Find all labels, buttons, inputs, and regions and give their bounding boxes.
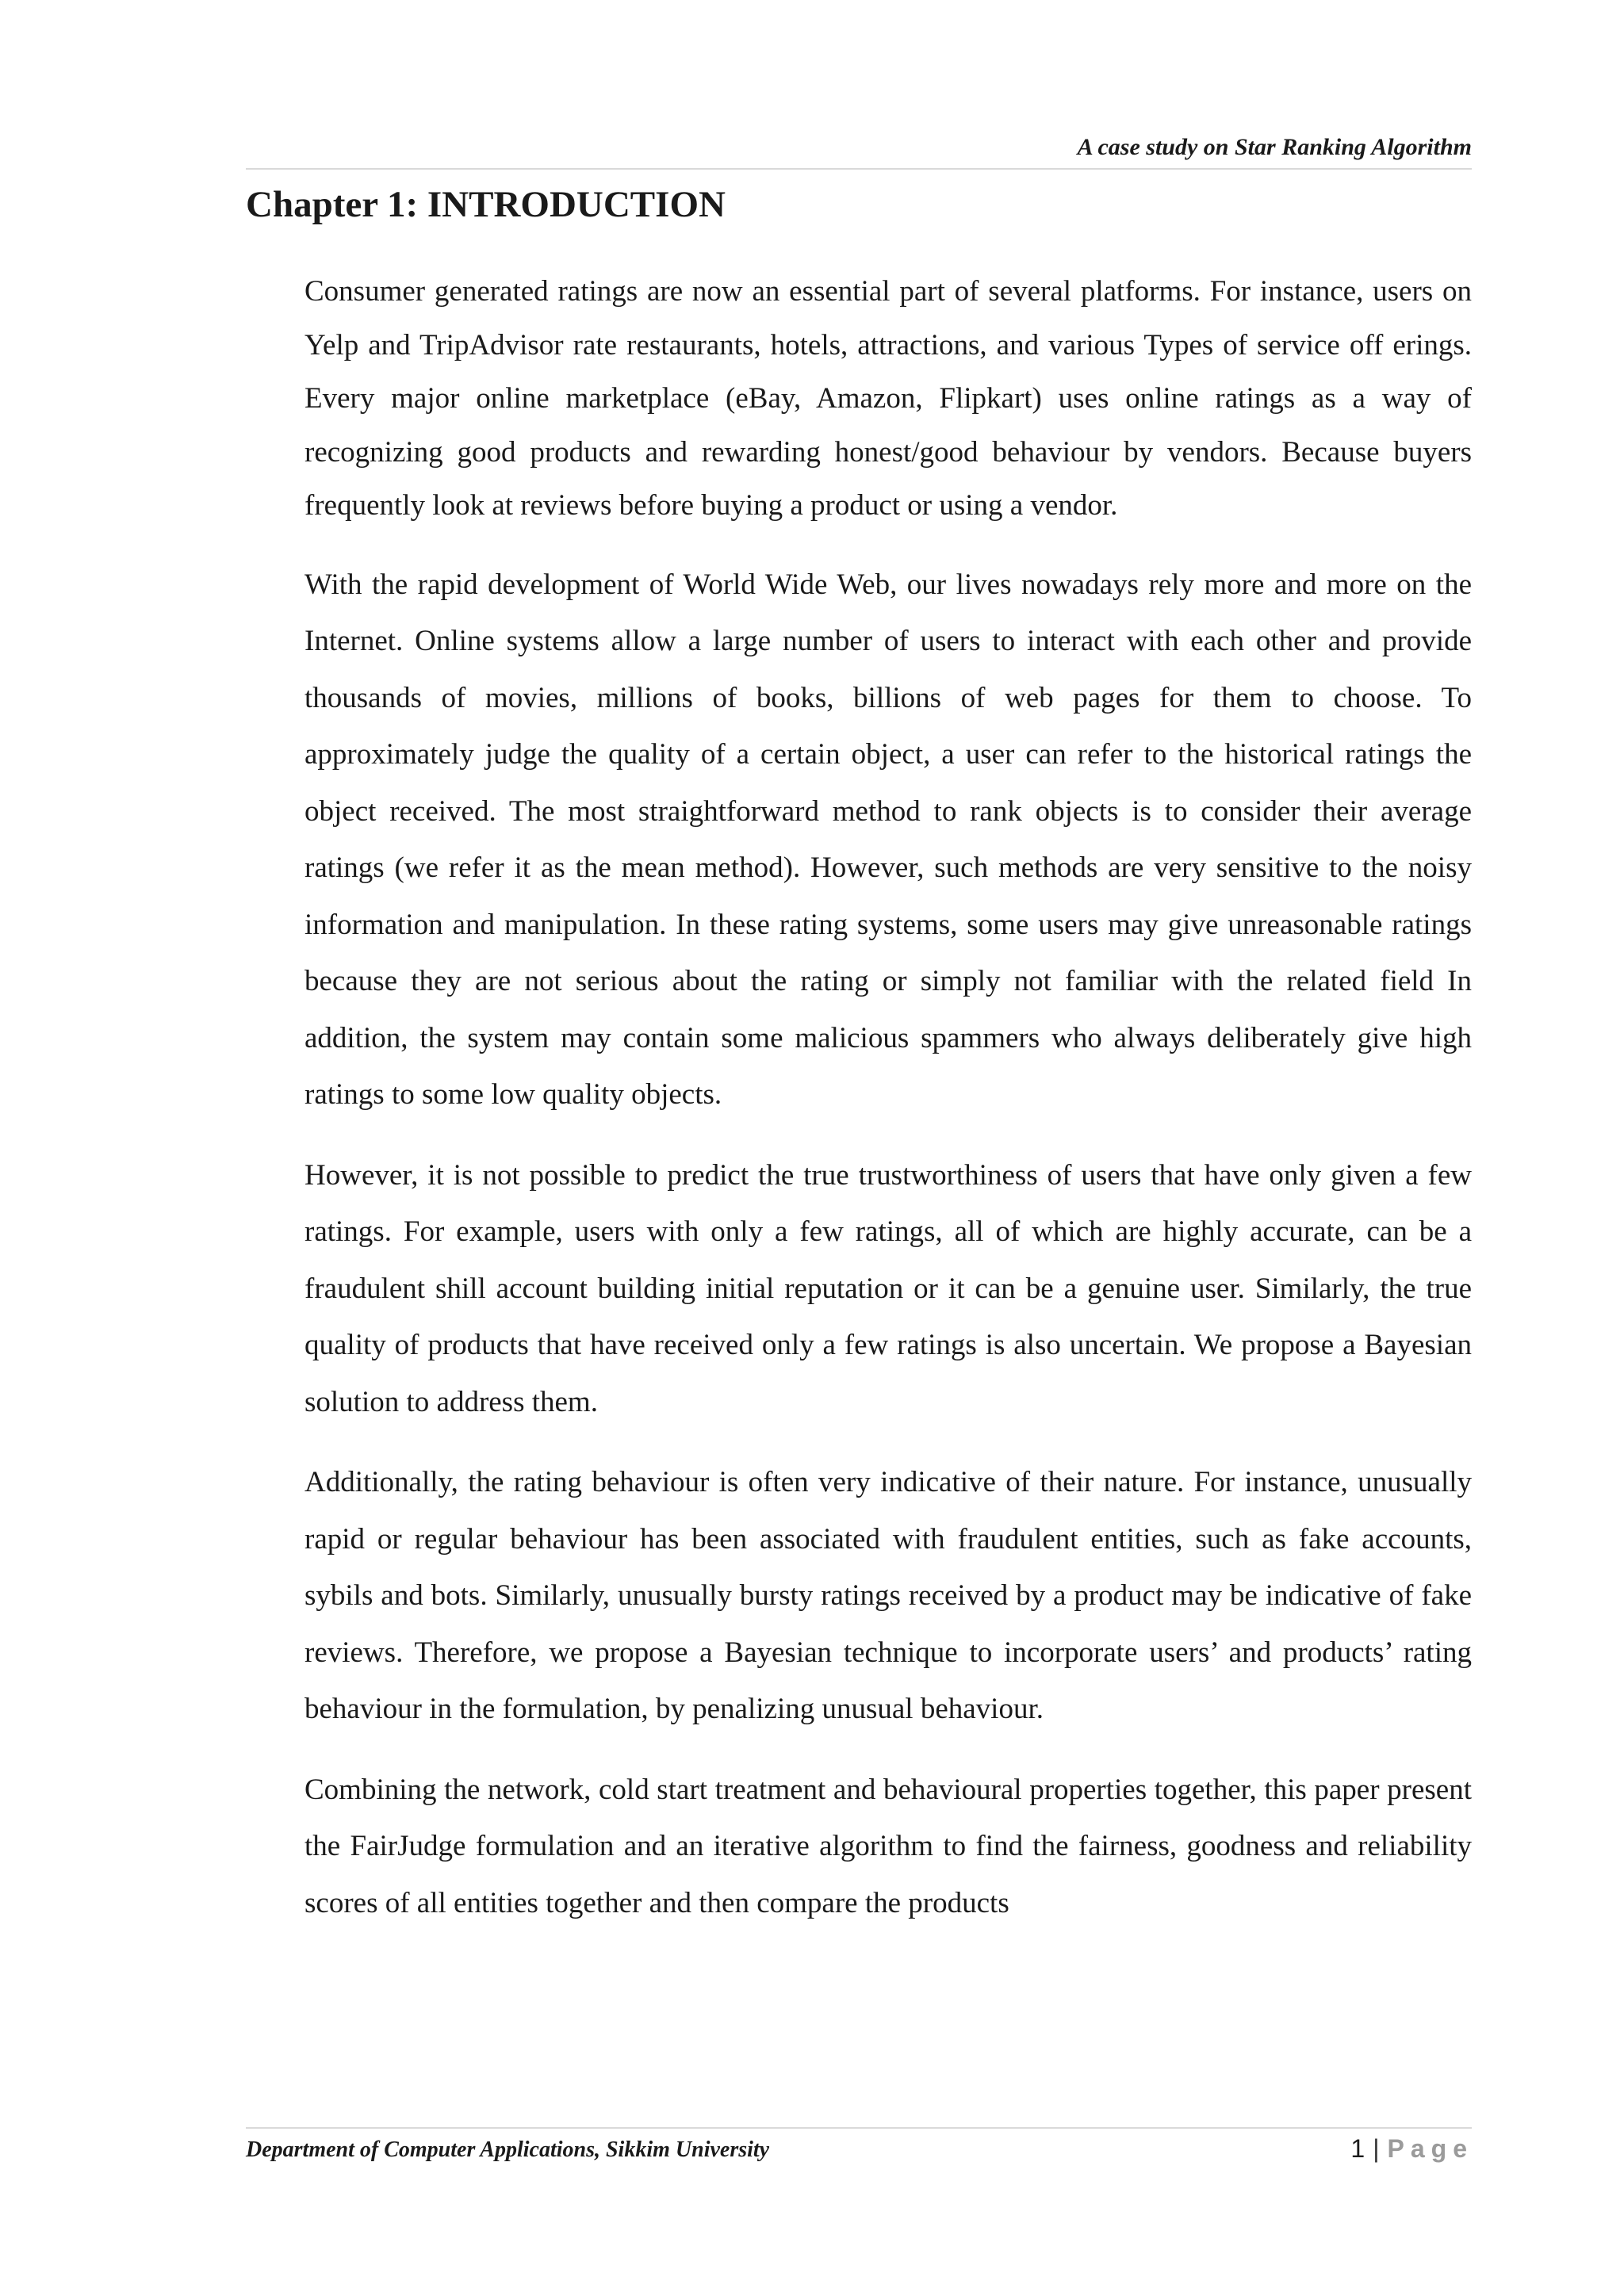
chapter-title: Chapter 1: INTRODUCTION <box>246 184 726 225</box>
page-indicator <box>1350 2130 1473 2168</box>
body-text <box>304 265 1472 1955</box>
footer-divider <box>246 2127 1472 2129</box>
paragraph-5: Combining the network, cold start treatment and behavioural properties together, this paper present the FairJudge formulation and an iterative algorithm to find the fairness, goodness and reliability scores of all entities together and then compare the products <box>304 1773 1472 1919</box>
footer-department: Department of Computer Applications, Sikkim University <box>246 2137 770 2162</box>
paragraph-2: With the rapid development of World Wide Web, our lives nowadays rely more and more on the Internet. Online systems allow a large number of users to interact with each other and provide thousands of movies, millions of books, billions of web pages for them to choose. To approximately judge the quality of a certain object, a user can refer to the historical ratings the object received. The most straightforward method to rank objects is to consider their average ratings (we refer it as the mean method). However, such methods are very sensitive to the noisy information and manipulation. In these rating systems, some users may give unreasonable ratings because they are not serious about the rating or simply not familiar with the related field In addition, the system may contain some malicious spammers who always deliberately give high ratings to some low quality objects. <box>304 568 1472 1111</box>
paragraph-4: Additionally, the rating behaviour is often very indicative of their nature. For instance, unusually rapid or regular behaviour has been associated with fraudulent entities, such as fake accounts, sybils and bots. Similarly, unusually bursty ratings received by a product may be indicative of fake reviews. Therefore, we propose a Bayesian technique to incorporate users’ and products’ rating behaviour in the formulation, by penalizing unusual behaviour. <box>304 1466 1472 1725</box>
running-header: A case study on Star Ranking Algorithm <box>1077 134 1472 160</box>
page-label: Page <box>1387 2134 1473 2163</box>
page-number: 1 <box>1350 2134 1365 2163</box>
header-divider <box>246 168 1472 170</box>
page-separator: | <box>1373 2134 1380 2163</box>
paragraph-1: Consumer generated ratings are now an essential part of several platforms. For instance, users on Yelp and TripAdvisor rate restaurants, hotels, attractions, and various Types of service off erings. Every major online marketplace (eBay, Amazon, Flipkart) uses online ratings as a way of recognizing good products and rewarding honest/good behaviour by vendors. Because buyers frequently look at reviews before buying a product or using a vendor. <box>304 275 1472 522</box>
paragraph-3: However, it is not possible to predict the true trustworthiness of users that have only given a few ratings. For example, users with only a few ratings, all of which are highly accurate, can be a fraudulent shill account building initial reputation or it can be a genuine user. Similarly, the true quality of products that have received only a few ratings is also uncertain. We propose a Bayesian solution to address them. <box>304 1158 1472 1418</box>
